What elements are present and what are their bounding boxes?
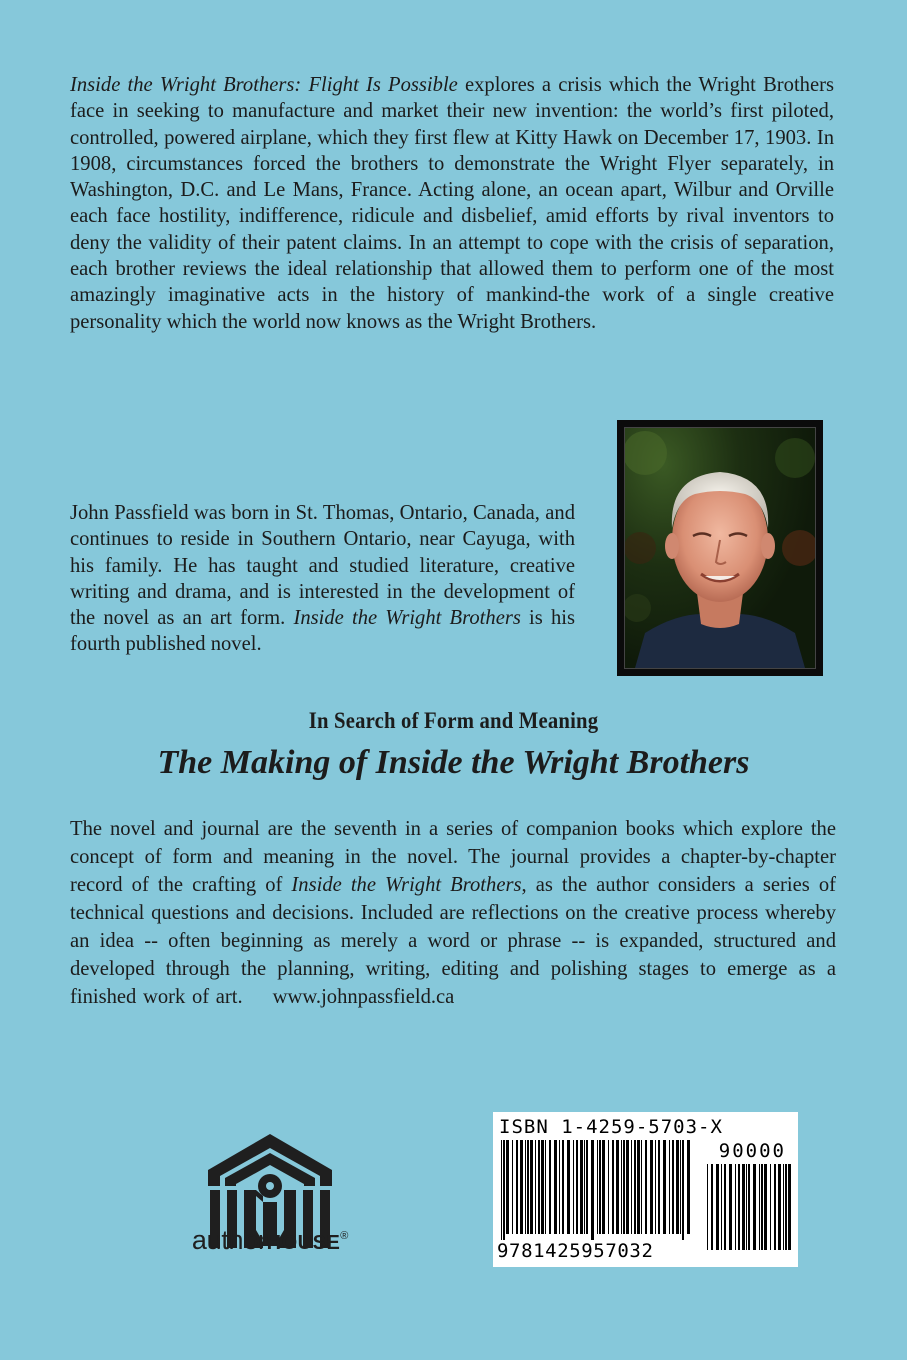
- publisher-name: [170, 1225, 370, 1256]
- section-subtitle: In Search of Form and Meaning: [308, 708, 599, 733]
- book-description: [70, 72, 834, 335]
- author-bio-text-2: is his fourth published novel.: [70, 607, 575, 656]
- barcode-box: [493, 1112, 798, 1267]
- journal-book-title: Inside the Wright Brothers: [291, 874, 522, 896]
- journal-description: [70, 815, 836, 1011]
- publisher-name-part1: author: [191, 1225, 267, 1255]
- author-bio-book-title: Inside the Wright Brothers: [293, 607, 521, 630]
- section-title: The Making of Inside the Wright Brothers: [157, 744, 750, 781]
- isbn-number: ISBN 1-4259-5703-X: [499, 1116, 723, 1138]
- ean-digits: 9781425957032: [497, 1240, 654, 1262]
- book-title-italic: Inside the Wright Brothers: Flight Is Possible: [70, 74, 458, 96]
- author-website: www.johnpassfield.ca: [272, 986, 455, 1008]
- author-portrait-icon: [625, 428, 815, 668]
- author-photo: [617, 420, 823, 676]
- registered-mark: ®: [340, 1230, 349, 1242]
- journal-text-2: , as the author considers a series of technical questions and decisions. Included are reflections on the creative process whereby an idea -- often beginning as merely a word or phrase -- is expanded, structured and developed through the planning, writing, editing and polishing stages to emerge as a finished work of art.: [70, 874, 836, 1008]
- publisher-name-part2: HOUSE: [266, 1232, 341, 1254]
- author-bio: [70, 500, 575, 658]
- journal-text-1: The novel and journal are the seventh in a series of companion books which explore the concept of form and meaning in the novel. The journal provides a chapter-by-chapter record of the crafting of: [70, 818, 836, 896]
- price-code: 90000: [718, 1140, 786, 1162]
- book-description-text: explores a crisis which the Wright Brothers face in seeking to manufacture and market their new invention: the world’s first piloted, controlled, powered airplane, which they first flew at Kitty Hawk on December 17, 1903. In 1908, circumstances forced the brothers to demonstrate the Wright Flyer separately, in Washington, D.C. and Le Mans, France. Acting alone, an ocean apart, Wilbur and Orville each face hostility, indifference, ridicule and disbelief, amid efforts by rival inventors to deny the validity of their patent claims. In an attempt to cope with the crisis of separation, each brother reviews the ideal relationship that allowed them to perform one of the most amazingly imaginative acts in the history of mankind-the work of a single creative personality which the world now knows as the Wright Brothers.: [70, 74, 834, 333]
- author-bio-text-1: John Passfield was born in St. Thomas, Ontario, Canada, and continues to reside in Southern Ontario, near Cayuga, with his family. He has taught and studied literature, creative writing and drama, and is interested in the development of the novel as an art form.: [70, 502, 575, 630]
